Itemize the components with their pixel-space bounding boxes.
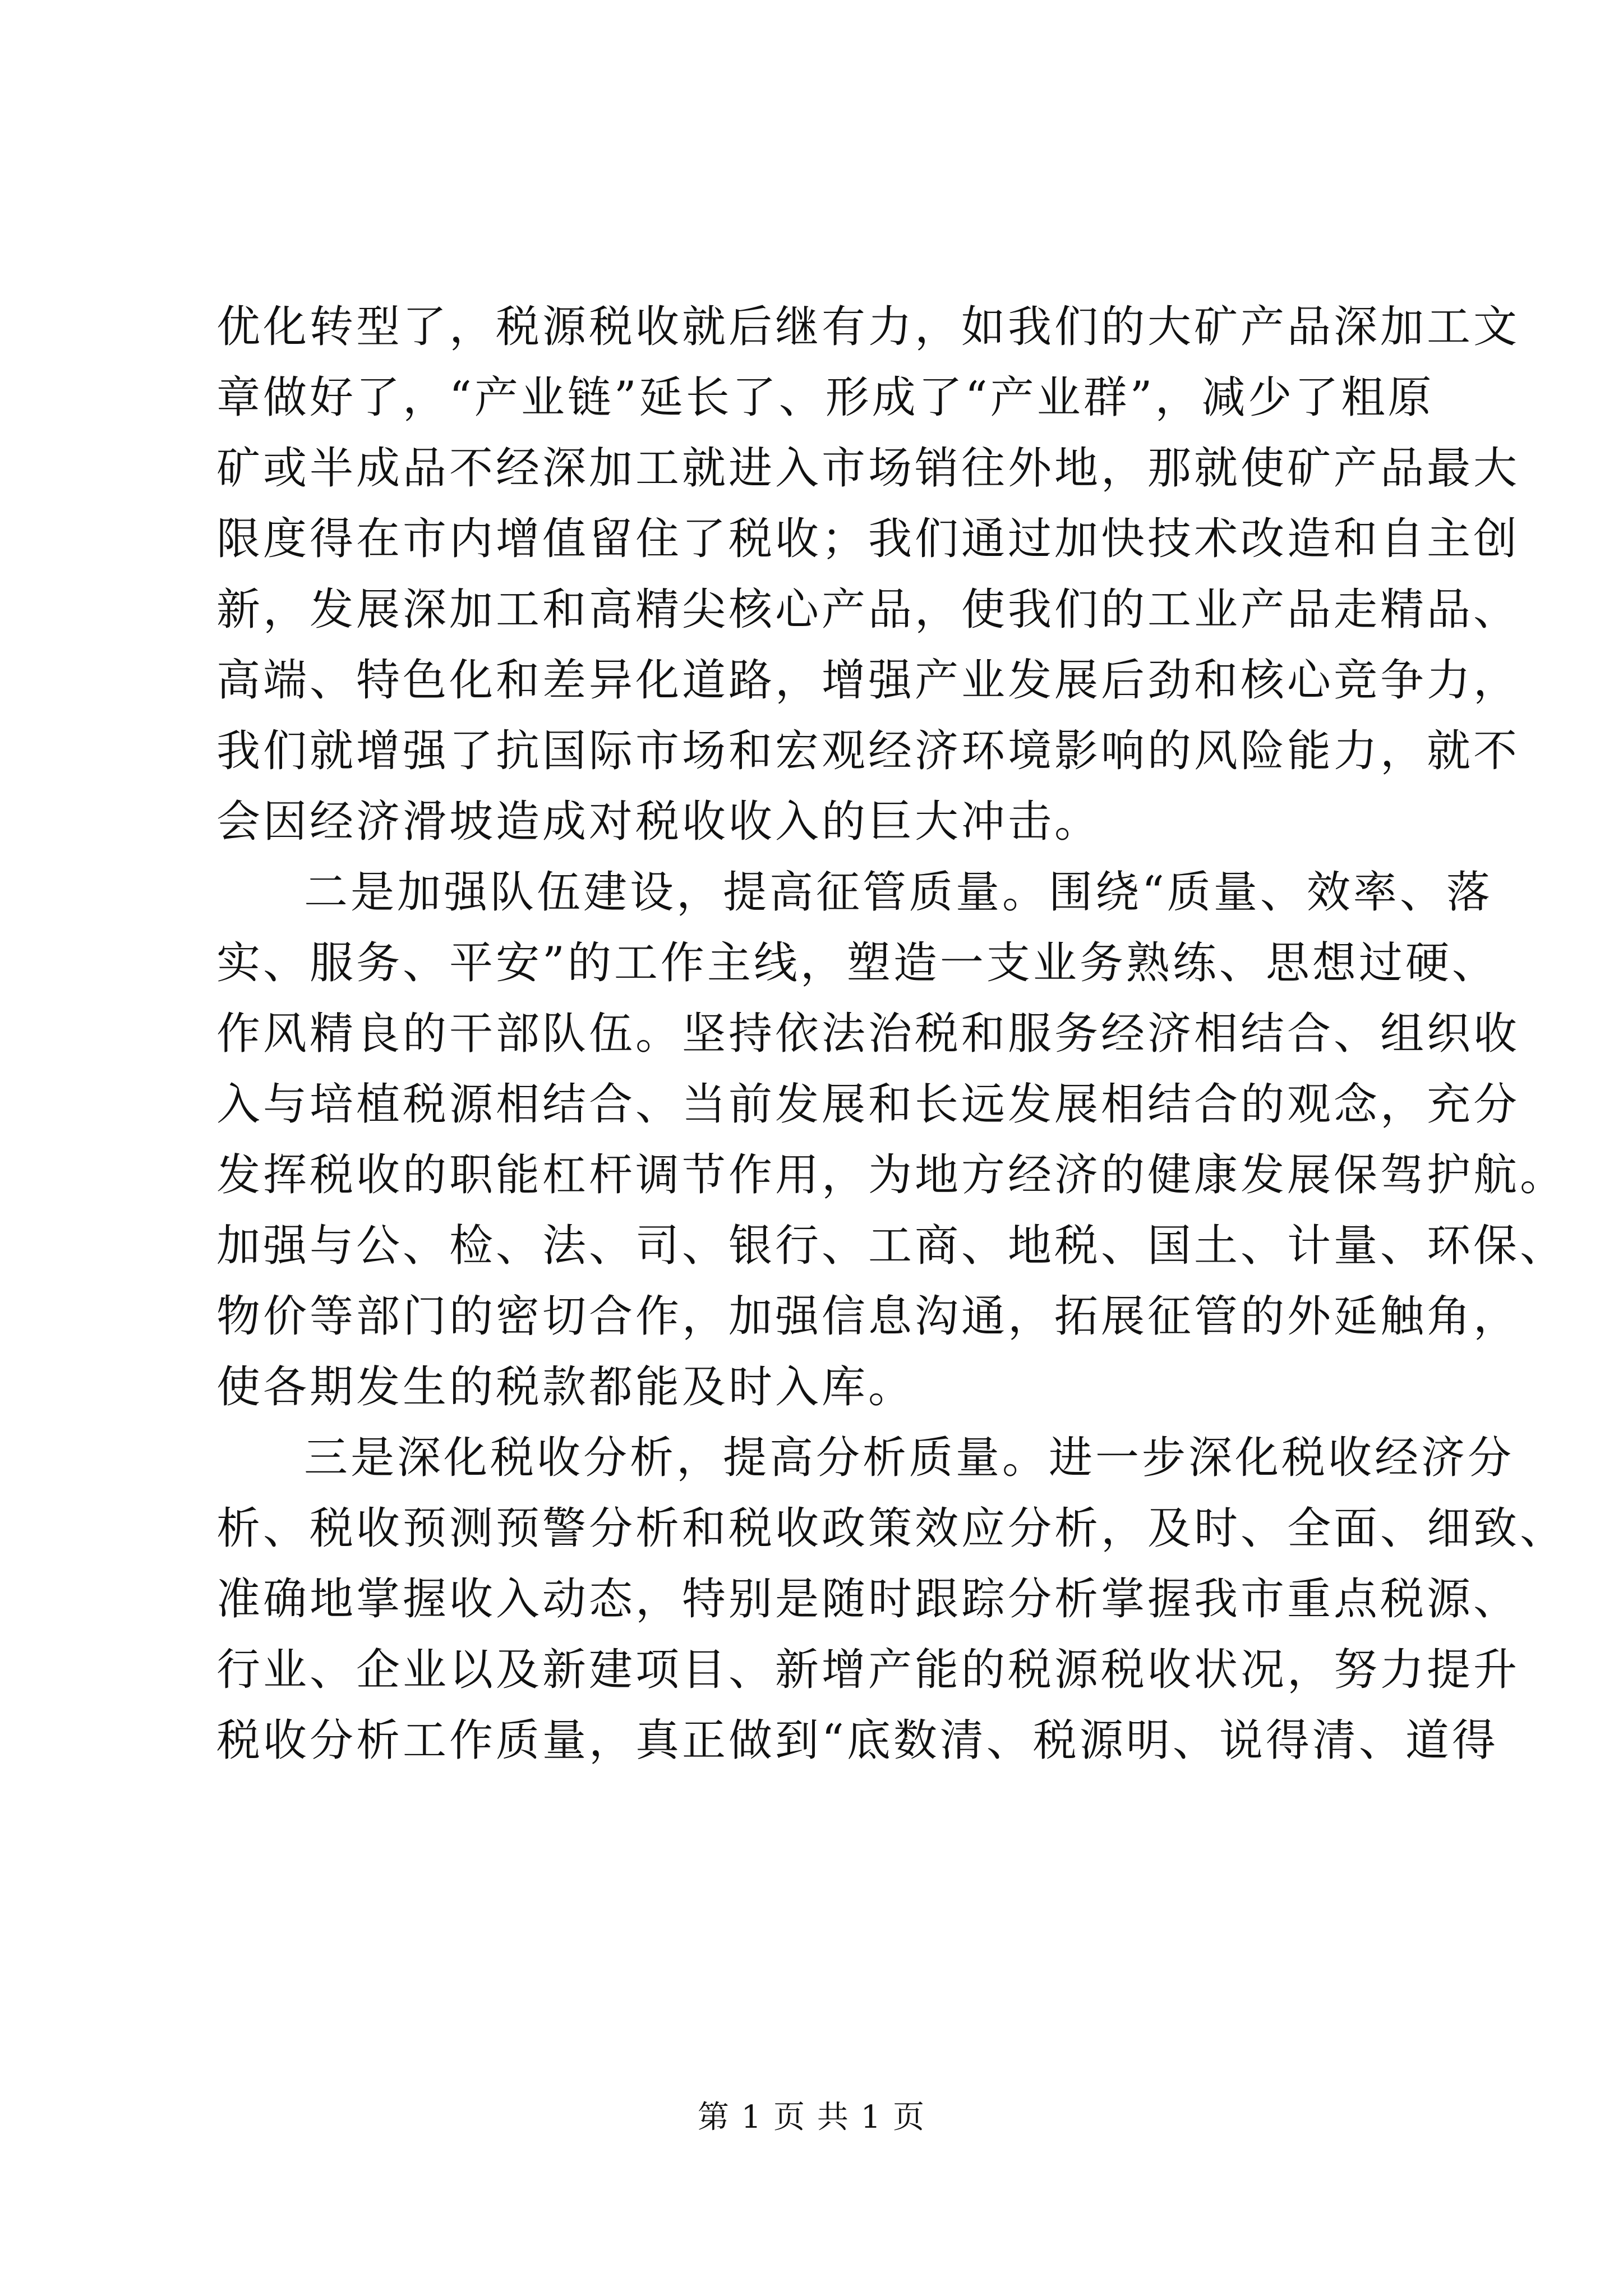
text-line: 章做好了，“产业链”延长了、形成了“产业群”，减少了粗原 <box>216 372 1435 423</box>
document-body <box>216 292 1567 1776</box>
text-line: 加强与公、检、法、司、银行、工商、地税、国土、计量、环保、 <box>216 1221 1567 1271</box>
page-number-footer: 第 1 页 共 1 页 <box>697 2099 926 2136</box>
text-line: 入与培植税源相结合、当前发展和长远发展相结合的观念，充分 <box>216 1079 1520 1130</box>
text-line: 限度得在市内增值留住了税收；我们通过加快技术改造和自主创 <box>216 514 1520 564</box>
text-line: 新，发展深加工和高精尖核心产品，使我们的工业产品走精品、 <box>216 585 1520 635</box>
text-line: 会因经济滑坡造成对税收收入的巨大冲击。 <box>216 797 1101 847</box>
text-line: 使各期发生的税款都能及时入库。 <box>216 1362 915 1412</box>
text-line: 矿或半成品不经深加工就进入市场销往外地，那就使矿产品最大 <box>216 443 1520 494</box>
paragraph-continuation <box>216 292 1520 857</box>
text-line: 税收分析工作质量，真正做到“底数清、税源明、说得清、道得 <box>216 1715 1498 1766</box>
text-line: 二是加强队伍建设，提高征管质量。围绕“质量、效率、落 <box>304 867 1493 918</box>
text-line: 三是深化税收分析，提高分析质量。进一步深化税收经济分 <box>304 1433 1515 1483</box>
text-line: 作风精良的干部队伍。坚持依法治税和服务经济相结合、组织收 <box>216 1009 1520 1059</box>
text-line: 行业、企业以及新建项目、新增产能的税源税收状况，努力提升 <box>216 1645 1520 1695</box>
text-line: 准确地掌握收入动态，特别是随时跟踪分析掌握我市重点税源、 <box>216 1574 1520 1625</box>
paragraph-team-building <box>216 857 1567 1423</box>
text-line: 我们就增强了抗国际市场和宏观经济环境影响的风险能力，就不 <box>216 726 1520 776</box>
text-line: 物价等部门的密切合作，加强信息沟通，拓展征管的外延触角， <box>216 1291 1520 1342</box>
text-line: 优化转型了，税源税收就后继有力，如我们的大矿产品深加工文 <box>216 302 1520 352</box>
text-line: 实、服务、平安”的工作主线，塑造一支业务熟练、思想过硬、 <box>216 938 1498 988</box>
text-line: 高端、特色化和差异化道路，增强产业发展后劲和核心竞争力， <box>216 655 1520 706</box>
text-line: 析、税收预测预警分析和税收政策效应分析，及时、全面、细致、 <box>216 1503 1567 1554</box>
paragraph-tax-analysis <box>216 1423 1567 1776</box>
text-line: 发挥税收的职能杠杆调节作用，为地方经济的健康发展保驾护航。 <box>216 1150 1567 1200</box>
